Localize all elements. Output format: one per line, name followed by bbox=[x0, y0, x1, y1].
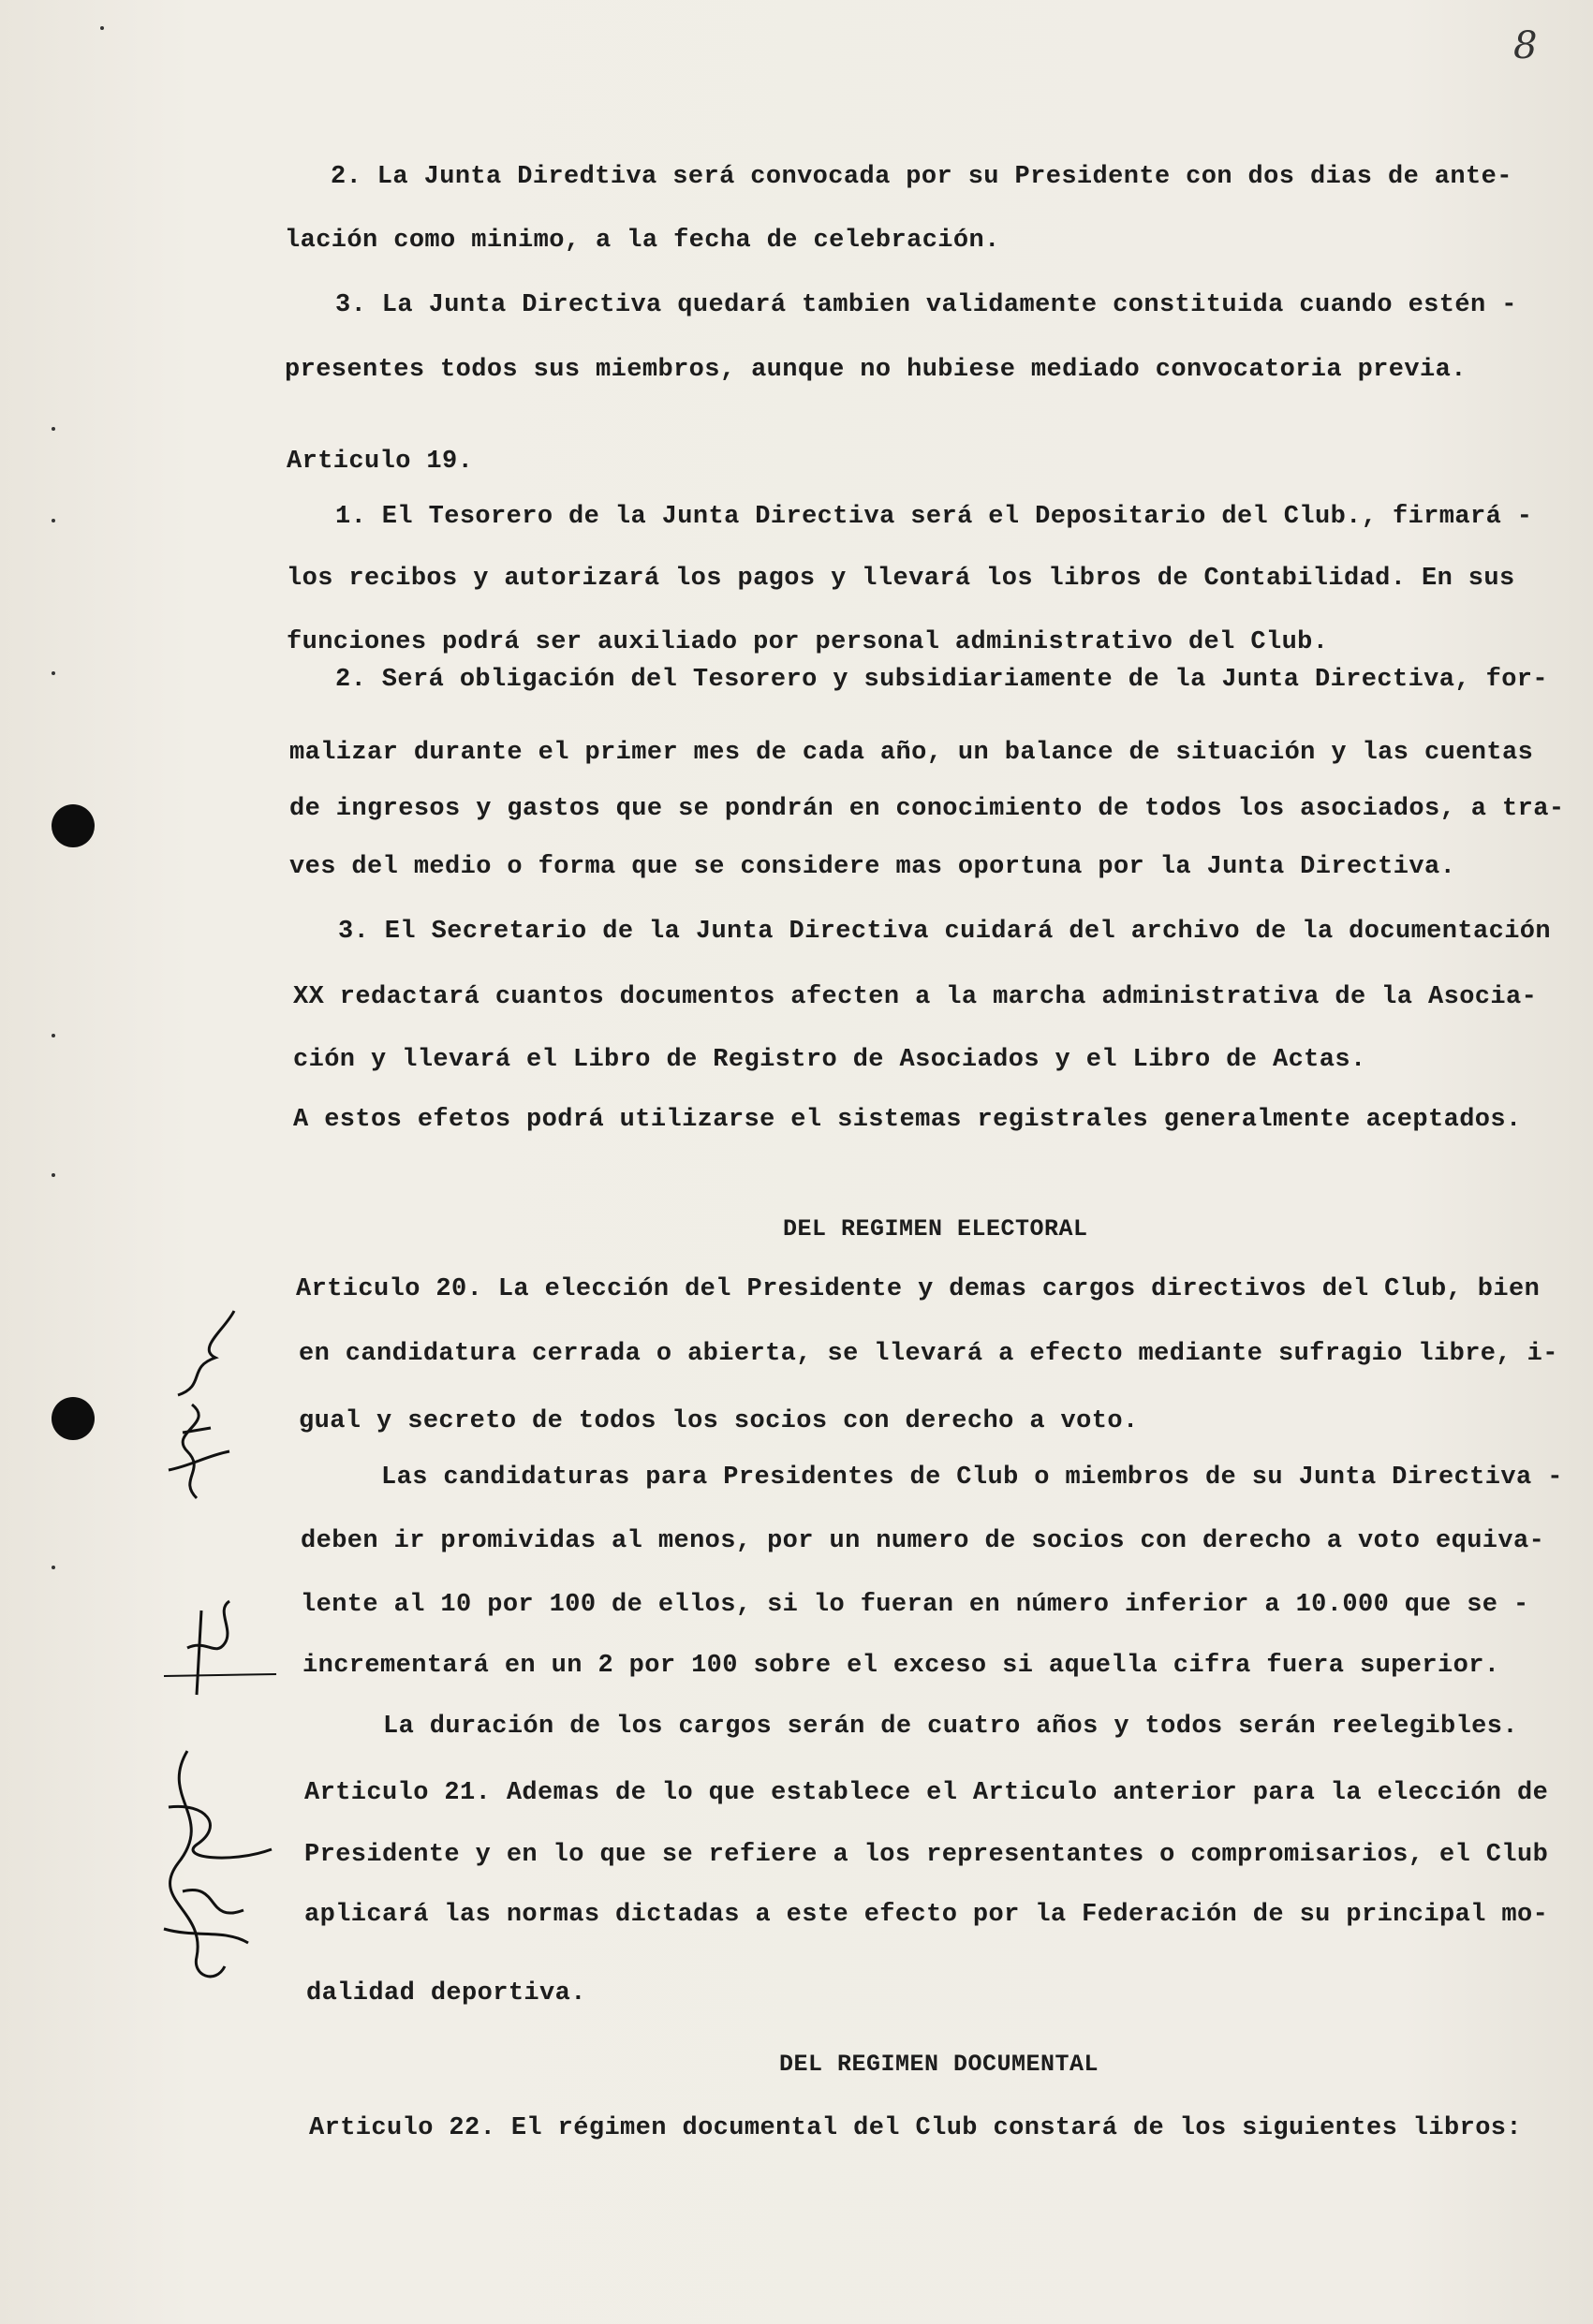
text-line: 3. La Junta Directiva quedará tambien validamente constituida cuando estén - bbox=[335, 291, 1517, 319]
margin-signature-2 bbox=[159, 1592, 281, 1704]
speck bbox=[52, 671, 55, 675]
text-line: de ingresos y gastos que se pondrán en conocimiento de todos los asociados, a tra- bbox=[289, 795, 1565, 823]
margin-signature-3 bbox=[140, 1742, 281, 1994]
text-line: 2. La Junta Diredtiva será convocada por su Presidente con dos dias de ante- bbox=[331, 163, 1512, 191]
text-line: 2. Será obligación del Tesorero y subsidiariamente de la Junta Directiva, for- bbox=[335, 666, 1549, 694]
text-line: presentes todos sus miembros, aunque no hubiese mediado convocatoria previa. bbox=[285, 356, 1467, 384]
text-line: dalidad deportiva. bbox=[306, 1979, 586, 2008]
text-line: 3. El Secretario de la Junta Directiva cuidará del archivo de la documentación bbox=[338, 918, 1552, 946]
text-line: A estos efetos podrá utilizarse el sistemas registrales generalmente aceptados. bbox=[293, 1106, 1522, 1134]
speck bbox=[100, 26, 104, 30]
text-line: deben ir promividas al menos, por un numero de socios con derecho a voto equiva- bbox=[301, 1527, 1545, 1555]
section-heading: DEL REGIMEN ELECTORAL bbox=[783, 1215, 1088, 1243]
text-line: en candidatura cerrada o abierta, se llevará a efecto mediante sufragio libre, i- bbox=[299, 1340, 1558, 1368]
text-line: funciones podrá ser auxiliado por personal administrativo del Club. bbox=[287, 628, 1329, 656]
text-line: Las candidaturas para Presidentes de Club o miembros de su Junta Directiva - bbox=[381, 1464, 1563, 1492]
text-line: 1. El Tesorero de la Junta Directiva será el Depositario del Club., firmará - bbox=[335, 503, 1533, 531]
margin-signature-1 bbox=[140, 1292, 253, 1508]
punch-hole bbox=[52, 1397, 95, 1440]
text-line: La duración de los cargos serán de cuatro años y todos serán reelegibles. bbox=[383, 1713, 1518, 1741]
text-line: gual y secreto de todos los socios con derecho a voto. bbox=[299, 1407, 1139, 1435]
speck bbox=[52, 1173, 55, 1177]
text-line: Articulo 22. El régimen documental del Club constará de los siguientes libros: bbox=[309, 2114, 1523, 2142]
speck bbox=[52, 519, 55, 522]
text-line: aplicará las normas dictadas a este efecto por la Federación de su principal mo- bbox=[304, 1901, 1549, 1929]
text-line: ción y llevará el Libro de Registro de Asociados y el Libro de Actas. bbox=[293, 1046, 1366, 1074]
article-title: Articulo 19. bbox=[287, 448, 474, 476]
text-line: lación como minimo, a la fecha de celebración. bbox=[285, 227, 1000, 255]
text-line: Articulo 21. Ademas de lo que establece el Articulo anterior para la elección de bbox=[304, 1779, 1549, 1807]
speck bbox=[52, 427, 55, 431]
text-line: ves del medio o forma que se considere mas oportuna por la Junta Directiva. bbox=[289, 853, 1456, 881]
page-number: 8 bbox=[1513, 24, 1538, 67]
text-line: Articulo 20. La elección del Presidente y demas cargos directivos del Club, bien bbox=[296, 1275, 1541, 1303]
text-line: los recibos y autorizará los pagos y llevará los libros de Contabilidad. En sus bbox=[287, 565, 1515, 593]
section-heading: DEL REGIMEN DOCUMENTAL bbox=[779, 2051, 1099, 2078]
text-line: lente al 10 por 100 de ellos, si lo fueran en número inferior a 10.000 que se - bbox=[301, 1591, 1529, 1619]
text-line: XX redactará cuantos documentos afecten a la marcha administrativa de la Asocia- bbox=[293, 983, 1538, 1011]
speck bbox=[52, 1566, 55, 1569]
text-line: malizar durante el primer mes de cada año, un balance de situación y las cuentas bbox=[289, 739, 1534, 767]
speck bbox=[52, 1034, 55, 1037]
text-line: incrementará en un 2 por 100 sobre el exceso si aquella cifra fuera superior. bbox=[302, 1652, 1500, 1680]
text-line: Presidente y en lo que se refiere a los representantes o compromisarios, el Club bbox=[304, 1841, 1549, 1869]
punch-hole bbox=[52, 804, 95, 847]
